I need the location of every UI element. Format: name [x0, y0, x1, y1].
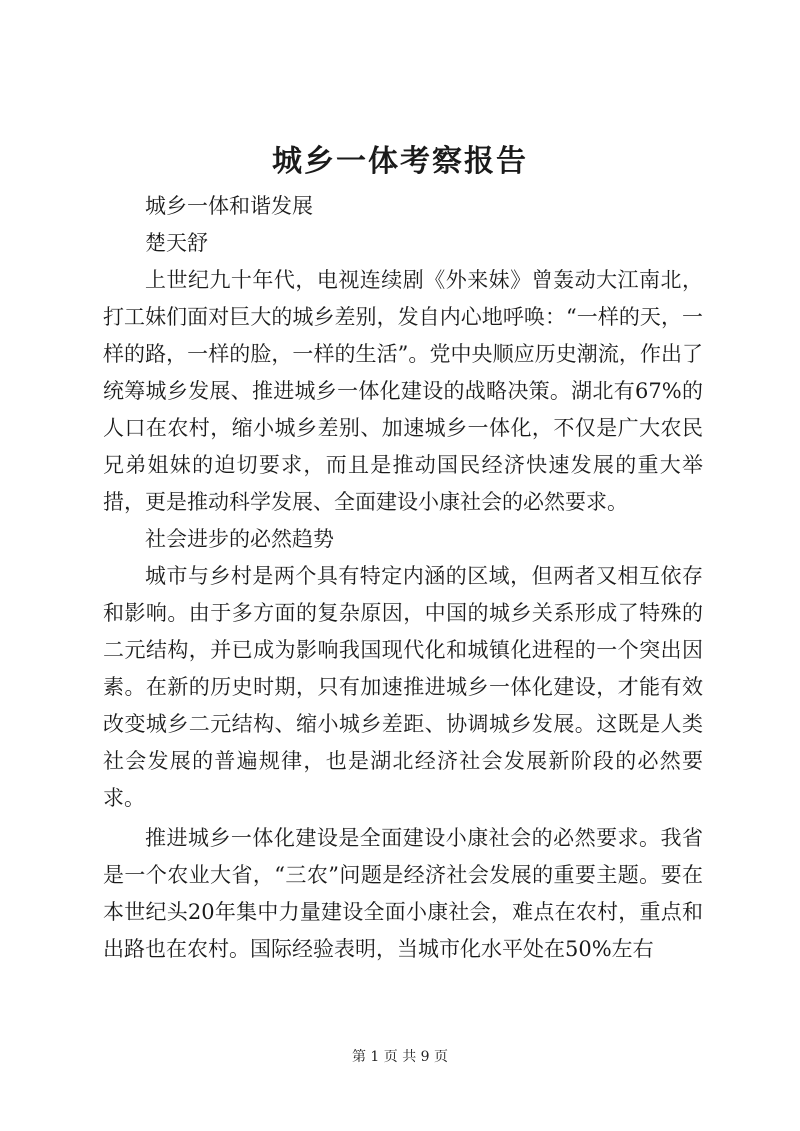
page-number-footer: 第 1 页 共 9 页: [351, 1049, 449, 1065]
paragraph-author: 楚天舒: [145, 231, 208, 255]
paragraph-intro: 上世纪九十年代，电视连续剧《外来妹》曾轰动大江南北，打工妹们面对巨大的城乡差别，发自内心地呼唤：“一样的天，一样的路，一样的脸，一样的生活”。党中央顺应历史潮流，作出了统筹城乡发展、推进城乡一体化建设的战略决策。湖北有67%的人口在农村，缩小城乡差别、加速城乡一体化，不仅是广大农民兄弟姐妹的迫切要求，而且是推动国民经济快速发展的重大举措，更是推动科学发展、全面建设小康社会的必然要求。: [103, 268, 703, 514]
paragraph-section-heading: 社会进步的必然趋势: [145, 527, 334, 551]
paragraph-body: 推进城乡一体化建设是全面建设小康社会的必然要求。我省是一个农业大省，“三农”问题是经济社会发展的重要主题。要在本世纪头20年集中力量建设全面小康社会，难点在农村，重点和出路也在农村。国际经验表明，当城市化水平处在50%左右: [103, 826, 703, 961]
document-title: 城乡一体考察报告: [272, 144, 528, 179]
paragraph-body: 城市与乡村是两个具有特定内涵的区域，但两者又相互依存和影响。由于多方面的复杂原因，中国的城乡关系形成了特殊的二元结构，并已成为影响我国现代化和城镇化进程的一个突出因素。在新的历史时期，只有加速推进城乡一体化建设，才能有效改变城乡二元结构、缩小城乡差距、协调城乡发展。这既是人类社会发展的普遍规律，也是湖北经济社会发展新阶段的必然要求。: [103, 564, 703, 810]
document-body: [103, 188, 703, 968]
paragraph-subtitle: 城乡一体和谐发展: [145, 194, 313, 218]
